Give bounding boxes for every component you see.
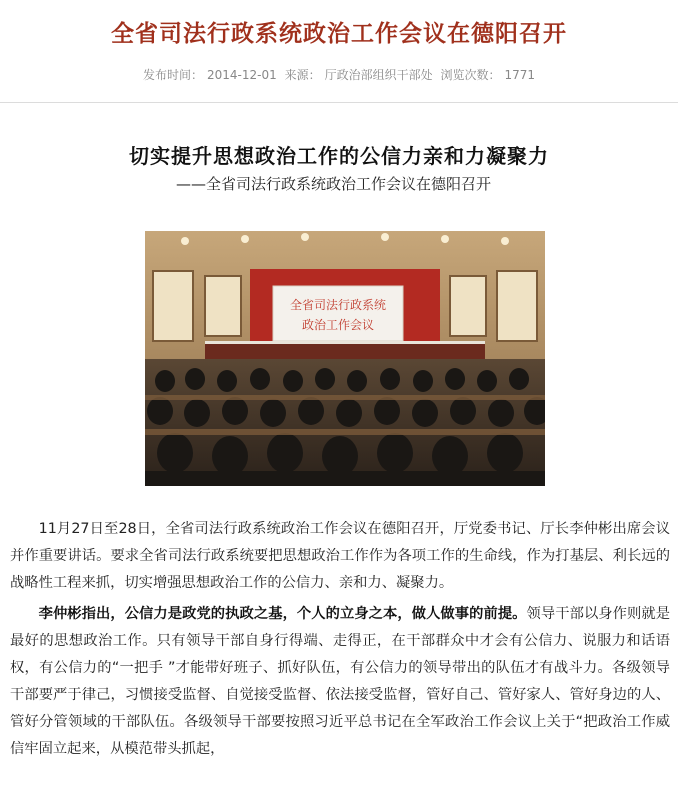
- article-title: 全省司法行政系统政治工作会议在德阳召开: [111, 21, 567, 47]
- source-value: 厅政治部组织干部处: [324, 68, 433, 82]
- publish-date: 2014-12-01: [207, 68, 277, 82]
- publish-label: 发布时间：: [142, 68, 203, 82]
- paragraph-1: 11月27日至28日，全省司法行政系统政治工作会议在德阳召开，厅党委书记、厅长李仲彬出席会议并作重要讲话。要求全省司法行政系统要把思想政治工作作为各项工作的生命线，作为打基层、利长远的战略性工程来抓，切实增强思想政治工作的公信力、亲和力、凝聚力。: [10, 521, 670, 591]
- paragraph-2-bold-lead: 李仲彬指出，公信力是政党的执政之基，个人的立身之本，做人做事的前提。: [38, 606, 527, 622]
- views-count: 1771: [504, 68, 535, 82]
- source-label: 来源：: [284, 68, 321, 82]
- views-label: 浏览次数：: [440, 68, 501, 82]
- paragraph-2-text: 领导干部以身作则就是最好的思想政治工作。只有领导干部自身行得端、走得正，在干部群众中才会有公信力、说服力和话语权，有公信力的“一把手 ”才能带好班子、抓好队伍，有公信力的领导带出的队伍才有战斗力。各级领导干部要严于律己，习惯接受监督、自觉接受监督、依法接受监督，管好自己、管好家人、管好身边的人、管好分管领域的干部队伍。各级领导干部要按照习近平总书记在全军政治工作会议上关于“把政治工作威信牢固立起来，从模范带头抓起，: [10, 606, 671, 757]
- title-divider: [0, 102, 678, 103]
- meeting-photo-illustration: [145, 231, 545, 486]
- article-subheadline: ——全省司法行政系统政治工作会议在德阳召开: [176, 175, 492, 193]
- article-meta: [0, 66, 678, 83]
- banner-text-line2: 政治工作会议: [301, 318, 375, 332]
- article-body: [10, 516, 670, 767]
- article-headline: 切实提升思想政治工作的公信力亲和力凝聚力: [129, 144, 549, 168]
- banner-text-line1: 全省司法行政系统: [289, 298, 387, 312]
- meeting-photo: [145, 231, 545, 486]
- paragraph-2: [10, 601, 670, 763]
